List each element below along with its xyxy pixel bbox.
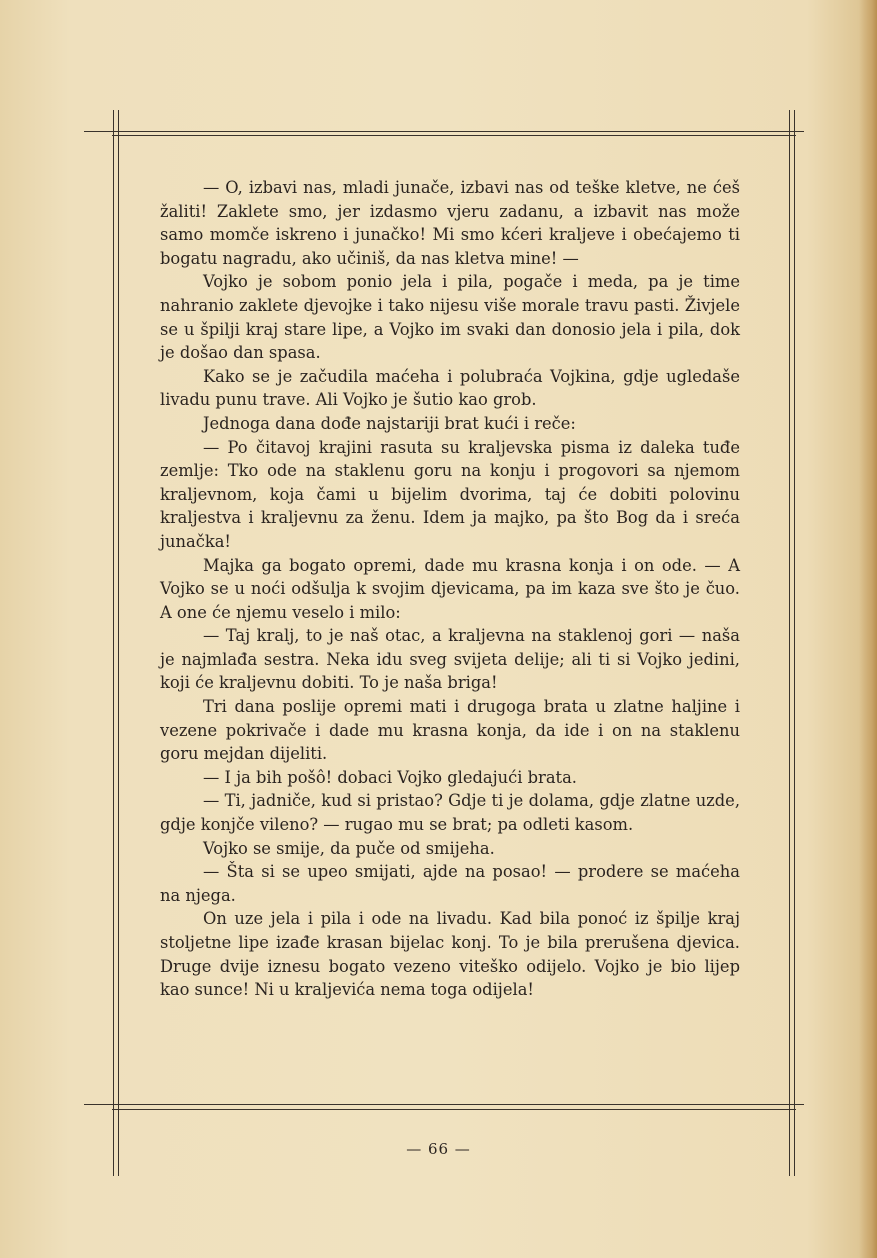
paragraph-4: Jednoga dana dođe najstariji brat kući i reče: (203, 413, 576, 433)
frame-left-rule-inner (118, 110, 119, 1176)
frame-left-rule (113, 110, 114, 1176)
body-text (160, 176, 740, 1002)
frame-bottom-rule (84, 1104, 804, 1105)
frame-right-rule-inner (794, 110, 795, 1176)
paragraph-3: Kako se je začudila maćeha i polubraća Vojkina, gdje ugledaše livadu punu trave. Ali Vojko je šutio kao grob. (160, 366, 740, 410)
paragraph-5: — Po čitavoj krajini rasuta su kraljevska pisma iz daleka tuđe zemlje: Tko ode na staklenu goru na konju i progovori sa njemom kraljevnom, koja čami u bijelim dvorima, taj će dobiti polovinu kraljestva i kraljevnu za ženu. Idem ja majko, pa što Bog da i sreća junačka! (160, 437, 740, 551)
paragraph-7: — Taj kralj, to je naš otac, a kraljevna na staklenoj gori — naša je najmlađa sestra. Neka idu sveg svijeta delije; ali ti si Vojko jedini, koji će kraljevnu dobiti. To je naša briga! (160, 626, 740, 693)
paragraph-13: On uze jela i pila i ode na livadu. Kad bila ponoć iz špilje kraj stoljetne lipe izađe krasan bijelac konj. To je bila prerušena djevica. Druge dvije iznesu bogato vezeno viteško odijelo. Vojko je bio lijep kao sunce! Ni u kraljevića nema toga odijela! (160, 909, 740, 1000)
paragraph-10: — Ti, jadniče, kud si pristao? Gdje ti je dolama, gdje zlatne uzde, gdje konjče vileno? — rugao mu se brat; pa odleti kasom. (160, 791, 740, 835)
frame-top-rule (84, 131, 804, 132)
paragraph-12: — Šta si se upeo smijati, ajde na posao! — prodere se maćeha na njega. (160, 862, 740, 905)
frame-right-rule (789, 110, 790, 1176)
paragraph-2: Vojko je sobom ponio jela i pila, pogače i meda, pa je time nahranio zaklete djevojke i tako nijesu više morale travu pasti. Živjele se u špilji kraj stare lipe, a Vojko im svaki dan donosio jela i pila, dok je došao dan spasa. (160, 272, 740, 363)
frame-top-rule-inner (112, 135, 796, 136)
paragraph-9: — I ja bih pošô! dobaci Vojko gledajući brata. (203, 767, 577, 787)
page-edge (859, 0, 877, 1258)
paragraph-6: Majka ga bogato opremi, dade mu krasna konja i on ode. — A Vojko se u noći odšulja k svojim djevicama, pa im kaza sve što je čuo. A one će njemu veselo i milo: (160, 555, 740, 622)
paragraph-8: Tri dana poslije opremi mati i drugoga brata u zlatne haljine i vezene pokrivače i dade mu krasna konja, da ide i on na staklenu goru mejdan dijeliti. (160, 697, 740, 764)
paragraph-1: — O, izbavi nas, mladi junače, izbavi nas od teške kletve, ne ćeš žaliti! Zaklete smo, jer izdasmo vjeru zadanu, a izbavit nas može samo momče iskreno i junačko! Mi smo kćeri kraljeve i obećajemo ti bogatu nagradu, ako učiniš, da nas kletva mine! — (160, 178, 740, 268)
page-number: — 66 — (406, 1140, 471, 1158)
paragraph-11: Vojko se smije, da puče od smijeha. (203, 838, 495, 858)
frame-bottom-rule-inner (112, 1109, 796, 1110)
